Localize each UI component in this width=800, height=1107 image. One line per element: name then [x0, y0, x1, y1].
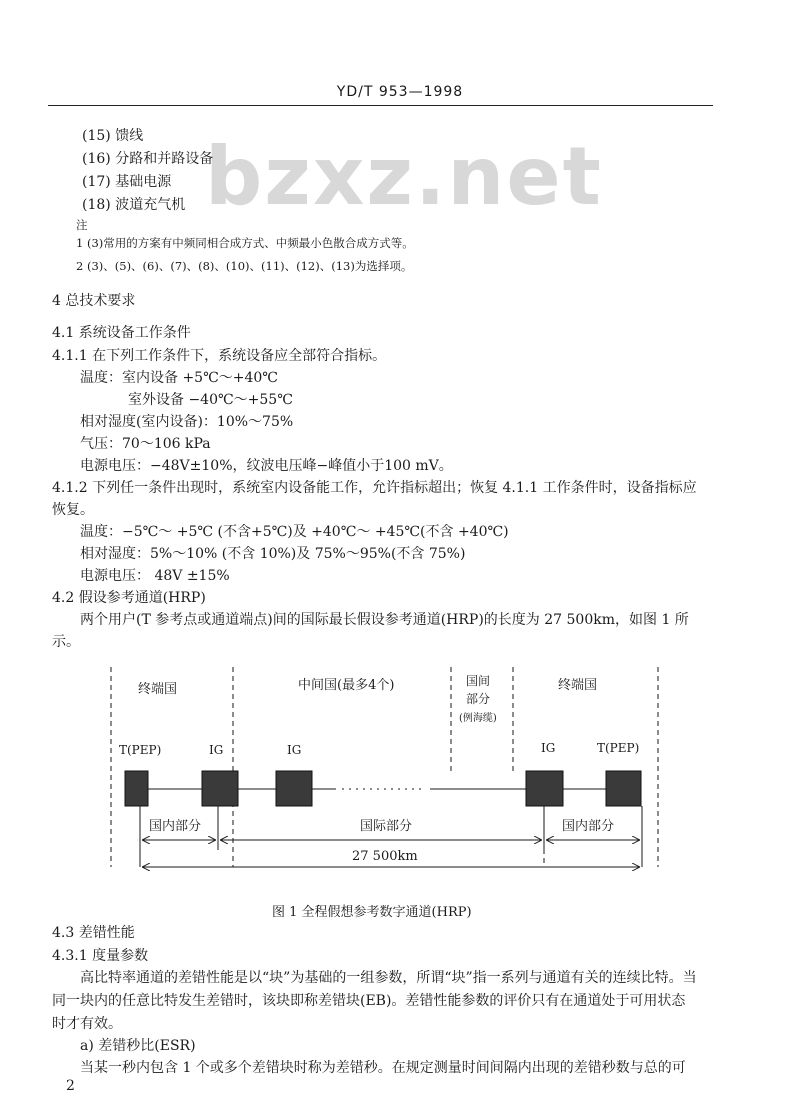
condition-temperature-indoor: 温度：室内设备 +5℃～+40℃	[80, 370, 278, 386]
section-4-heading: 4 总技术要求	[52, 293, 136, 309]
item-a-heading: a) 差错秒比(ESR)	[80, 1038, 196, 1054]
section-4-3-1-line2: 同一块内的任意比特发生差错时，该块即称差错块(EB)。差错性能参数的评价只有在通道处于可用状态	[52, 993, 686, 1009]
section-4-3-1-heading: 4.3.1 度量参数	[52, 948, 149, 964]
note-1: 1 (3)常用的方案有中频同相合成方式、中频最小色散合成方式等。	[76, 236, 414, 250]
list-item-15: (15) 馈线	[82, 128, 144, 144]
segment-label-domestic-right: 国内部分	[562, 819, 615, 834]
zone-label-intl-2: 部分	[466, 692, 491, 706]
equipment-box-t-left	[125, 771, 148, 806]
section-4-3-heading: 4.3 差错性能	[52, 925, 135, 941]
page-number: 2	[66, 1078, 75, 1094]
note-2: 2 (3)、(5)、(6)、(7)、(8)、(10)、(11)、(12)、(13)为选择项。	[76, 259, 413, 273]
item-a-line1: 当某一秒内包含 1 个或多个差错块时称为差错秒。在规定测量时间间隔内出现的差错秒数与总的可	[80, 1060, 686, 1076]
section-4-3-1-line3: 时才有效。	[52, 1016, 122, 1032]
condition-pressure: 气压：70～106 kPa	[80, 436, 211, 452]
section-4-2-heading: 4.2 假设参考通道(HRP)	[52, 590, 206, 606]
zone-label-intl-3: (例海缆)	[459, 713, 497, 724]
list-item-17: (17) 基础电源	[82, 174, 172, 190]
total-length-label: 27 500km	[352, 849, 418, 864]
node-label-ig-1: IG	[209, 743, 224, 757]
list-item-18: (18) 波道充气机	[82, 197, 186, 213]
section-4-2-line2: 示。	[52, 634, 80, 650]
condition-temperature-outdoor: 室外设备 −40℃～+55℃	[128, 392, 293, 408]
zone-label-terminal-right: 终端国	[558, 678, 598, 693]
extra-condition-humidity: 相对湿度：5%～10% (不含 10%)及 75%～95%(不含 75%)	[80, 546, 466, 562]
extra-condition-temperature: 温度：−5℃～ +5℃ (不含+5℃)及 +40℃～ +45℃(不含 +40℃)	[80, 524, 509, 540]
zone-label-middle: 中间国(最多4个)	[298, 678, 395, 693]
extra-condition-voltage: 电源电压： 48V ±15%	[80, 568, 230, 584]
zone-dividers	[111, 667, 658, 867]
section-4-1-2-line2: 恢复。	[52, 502, 94, 518]
list-item-16: (16) 分路和并路设备	[82, 151, 214, 167]
section-4-1-heading: 4.1 系统设备工作条件	[52, 325, 191, 341]
condition-humidity: 相对湿度(室内设备)：10%～75%	[80, 414, 294, 430]
equipment-box-ig-1	[202, 771, 238, 806]
section-4-1-2-line1: 4.1.2 下列任一条件出现时，系统室内设备能工作，允许指标超出；恢复 4.1.1 工作条件时，设备指标应	[52, 480, 697, 496]
segment-label-international: 国际部分	[360, 819, 413, 834]
watermark: bzxz.net	[205, 130, 603, 223]
equipment-box-ig-3	[526, 771, 563, 806]
section-4-2-line1: 两个用户(T 参考点或通道端点)间的国际最长假设参考通道(HRP)的长度为 27 500km，如图 1 所	[80, 612, 689, 628]
node-label-t-left: T(PEP)	[119, 743, 162, 757]
notes-title: 注	[76, 218, 88, 232]
section-4-1-1: 4.1.1 在下列工作条件下，系统设备应全部符合指标。	[52, 348, 387, 364]
section-4-3-1-line1: 高比特率通道的差错性能是以“块”为基础的一组参数，所谓“块”指一系列与通道有关的连续比特。当	[80, 970, 697, 986]
node-label-t-right: T(PEP)	[597, 741, 640, 755]
hrp-diagram	[0, 655, 800, 895]
equipment-box-ig-2	[276, 771, 312, 806]
node-label-ig-2: IG	[287, 743, 302, 757]
node-label-ig-3: IG	[541, 741, 556, 755]
equipment-box-t-right	[606, 771, 641, 806]
header-rule	[48, 105, 713, 106]
zone-label-terminal-left: 终端国	[138, 682, 178, 697]
figure-1-caption: 图 1 全程假想参考数字通道(HRP)	[272, 905, 472, 920]
condition-voltage: 电源电压：−48V±10%，纹波电压峰−峰值小于100 mV。	[80, 458, 453, 474]
segment-label-domestic-left: 国内部分	[149, 819, 202, 834]
standard-code-header: YD/T 953—1998	[336, 84, 464, 100]
zone-label-intl-1: 国间	[466, 674, 491, 688]
